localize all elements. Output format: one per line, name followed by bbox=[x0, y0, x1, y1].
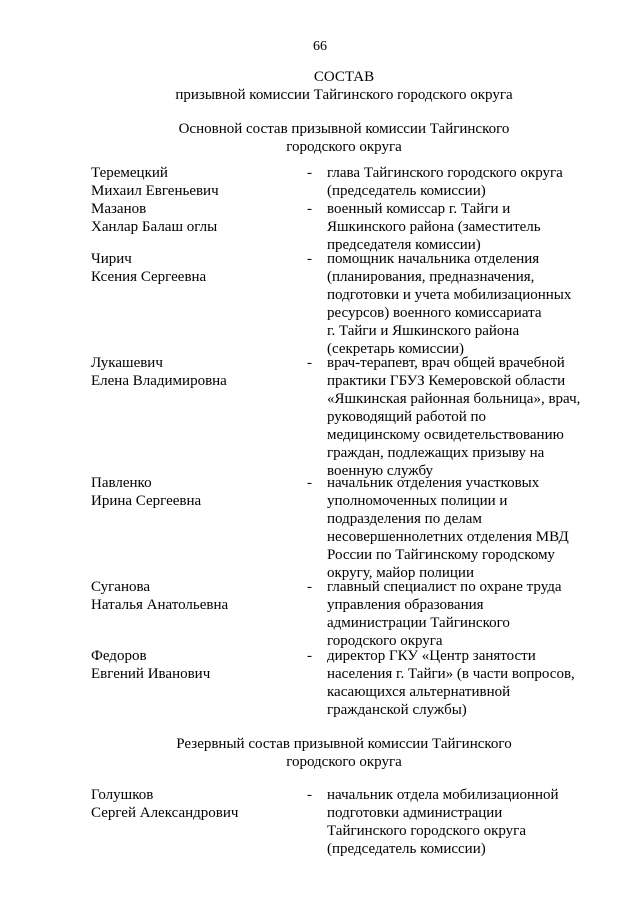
name-line: Ханлар Балаш оглы bbox=[91, 219, 218, 235]
document-subtitle: призывной комиссии Тайгинского городского округа bbox=[175, 87, 513, 103]
role-line: медицинскому освидетельствованию bbox=[327, 427, 564, 443]
name-line: Сергей Александрович bbox=[91, 805, 239, 821]
role-line: (председатель комиссии) bbox=[327, 841, 486, 857]
role-line: г. Тайги и Яшкинского района bbox=[327, 323, 520, 339]
separator-dash: - bbox=[307, 579, 312, 595]
heading-line: Основной состав призывной комиссии Тайгинского bbox=[178, 121, 510, 137]
role-line: директор ГКУ «Центр занятости bbox=[327, 648, 536, 664]
name-line: Ксения Сергеевна bbox=[91, 269, 207, 285]
role-line: (секретарь комиссии) bbox=[327, 341, 465, 357]
page-number: 66 bbox=[313, 39, 327, 54]
member-role bbox=[327, 786, 627, 858]
role-line: председателя комиссии) bbox=[327, 237, 481, 253]
name-line: Голушков bbox=[91, 787, 154, 803]
role-line: уполномоченных полиции и bbox=[327, 493, 508, 509]
reserve-section-heading bbox=[0, 735, 640, 771]
role-line: подготовки администрации bbox=[327, 805, 503, 821]
name-line: Ирина Сергеевна bbox=[91, 493, 202, 509]
role-line: врач-терапевт, врач общей врачебной bbox=[327, 355, 565, 371]
member-role bbox=[327, 200, 627, 254]
member-role bbox=[327, 250, 627, 358]
role-line: Яшкинского района (заместитель bbox=[327, 219, 541, 235]
member-name bbox=[91, 474, 301, 510]
main-section-heading bbox=[0, 120, 640, 156]
separator-dash: - bbox=[307, 787, 312, 803]
role-line: городского округа bbox=[327, 633, 443, 649]
role-line: России по Тайгинскому городскому bbox=[327, 547, 555, 563]
role-line: округу, майор полиции bbox=[327, 565, 474, 581]
name-line: Павленко bbox=[91, 475, 152, 491]
role-line: (председатель комиссии) bbox=[327, 183, 486, 199]
role-line: администрации Тайгинского bbox=[327, 615, 510, 631]
role-line: граждан, подлежащих призыву на bbox=[327, 445, 545, 461]
separator-dash: - bbox=[307, 251, 312, 267]
name-line: Наталья Анатольевна bbox=[91, 597, 229, 613]
name-line: Федоров bbox=[91, 648, 147, 664]
role-line: несовершеннолетних отделения МВД bbox=[327, 529, 569, 545]
member-name bbox=[91, 578, 301, 614]
member-name bbox=[91, 200, 301, 236]
name-line: Евгений Иванович bbox=[91, 666, 211, 682]
member-role bbox=[327, 474, 627, 582]
role-line: помощник начальника отделения bbox=[327, 251, 540, 267]
member-role bbox=[327, 578, 627, 650]
role-line: начальник отделения участковых bbox=[327, 475, 540, 491]
role-line: «Яшкинская районная больница», врач, bbox=[327, 391, 581, 407]
separator-dash: - bbox=[307, 165, 312, 181]
member-name bbox=[91, 786, 301, 822]
name-line: Суганова bbox=[91, 579, 151, 595]
role-line: военный комиссар г. Тайги и bbox=[327, 201, 511, 217]
role-line: военную службу bbox=[327, 463, 434, 479]
member-role bbox=[327, 164, 627, 200]
name-line: Елена Владимировна bbox=[91, 373, 227, 389]
role-line: подразделения по делам bbox=[327, 511, 482, 527]
name-line: Михаил Евгеньевич bbox=[91, 183, 219, 199]
name-line: Мазанов bbox=[91, 201, 147, 217]
role-line: населения г. Тайги» (в части вопросов, bbox=[327, 666, 575, 682]
member-name bbox=[91, 250, 301, 286]
member-name bbox=[91, 354, 301, 390]
separator-dash: - bbox=[307, 355, 312, 371]
member-name bbox=[91, 647, 301, 683]
role-line: (планирования, предназначения, bbox=[327, 269, 535, 285]
member-role bbox=[327, 354, 627, 480]
role-line: начальник отдела мобилизационной bbox=[327, 787, 559, 803]
role-line: руководящий работой по bbox=[327, 409, 487, 425]
role-line: ресурсов) военного комиссариата bbox=[327, 305, 542, 321]
member-name bbox=[91, 164, 301, 200]
role-line: касающихся альтернативной bbox=[327, 684, 511, 700]
heading-line: городского округа bbox=[286, 754, 402, 770]
heading-line: городского округа bbox=[286, 139, 402, 155]
role-line: главный специалист по охране труда bbox=[327, 579, 562, 595]
heading-line: Резервный состав призывной комиссии Тайгинского bbox=[176, 736, 512, 752]
member-role bbox=[327, 647, 627, 719]
name-line: Чирич bbox=[91, 251, 132, 267]
document-title: СОСТАВ bbox=[313, 69, 375, 85]
name-line: Лукашевич bbox=[91, 355, 163, 371]
role-line: практики ГБУЗ Кемеровской области bbox=[327, 373, 566, 389]
role-line: глава Тайгинского городского округа bbox=[327, 165, 563, 181]
role-line: Тайгинского городского округа bbox=[327, 823, 526, 839]
role-line: гражданской службы) bbox=[327, 702, 467, 718]
separator-dash: - bbox=[307, 475, 312, 491]
separator-dash: - bbox=[307, 648, 312, 664]
role-line: управления образования bbox=[327, 597, 484, 613]
role-line: подготовки и учета мобилизационных bbox=[327, 287, 572, 303]
name-line: Теремецкий bbox=[91, 165, 168, 181]
separator-dash: - bbox=[307, 201, 312, 217]
